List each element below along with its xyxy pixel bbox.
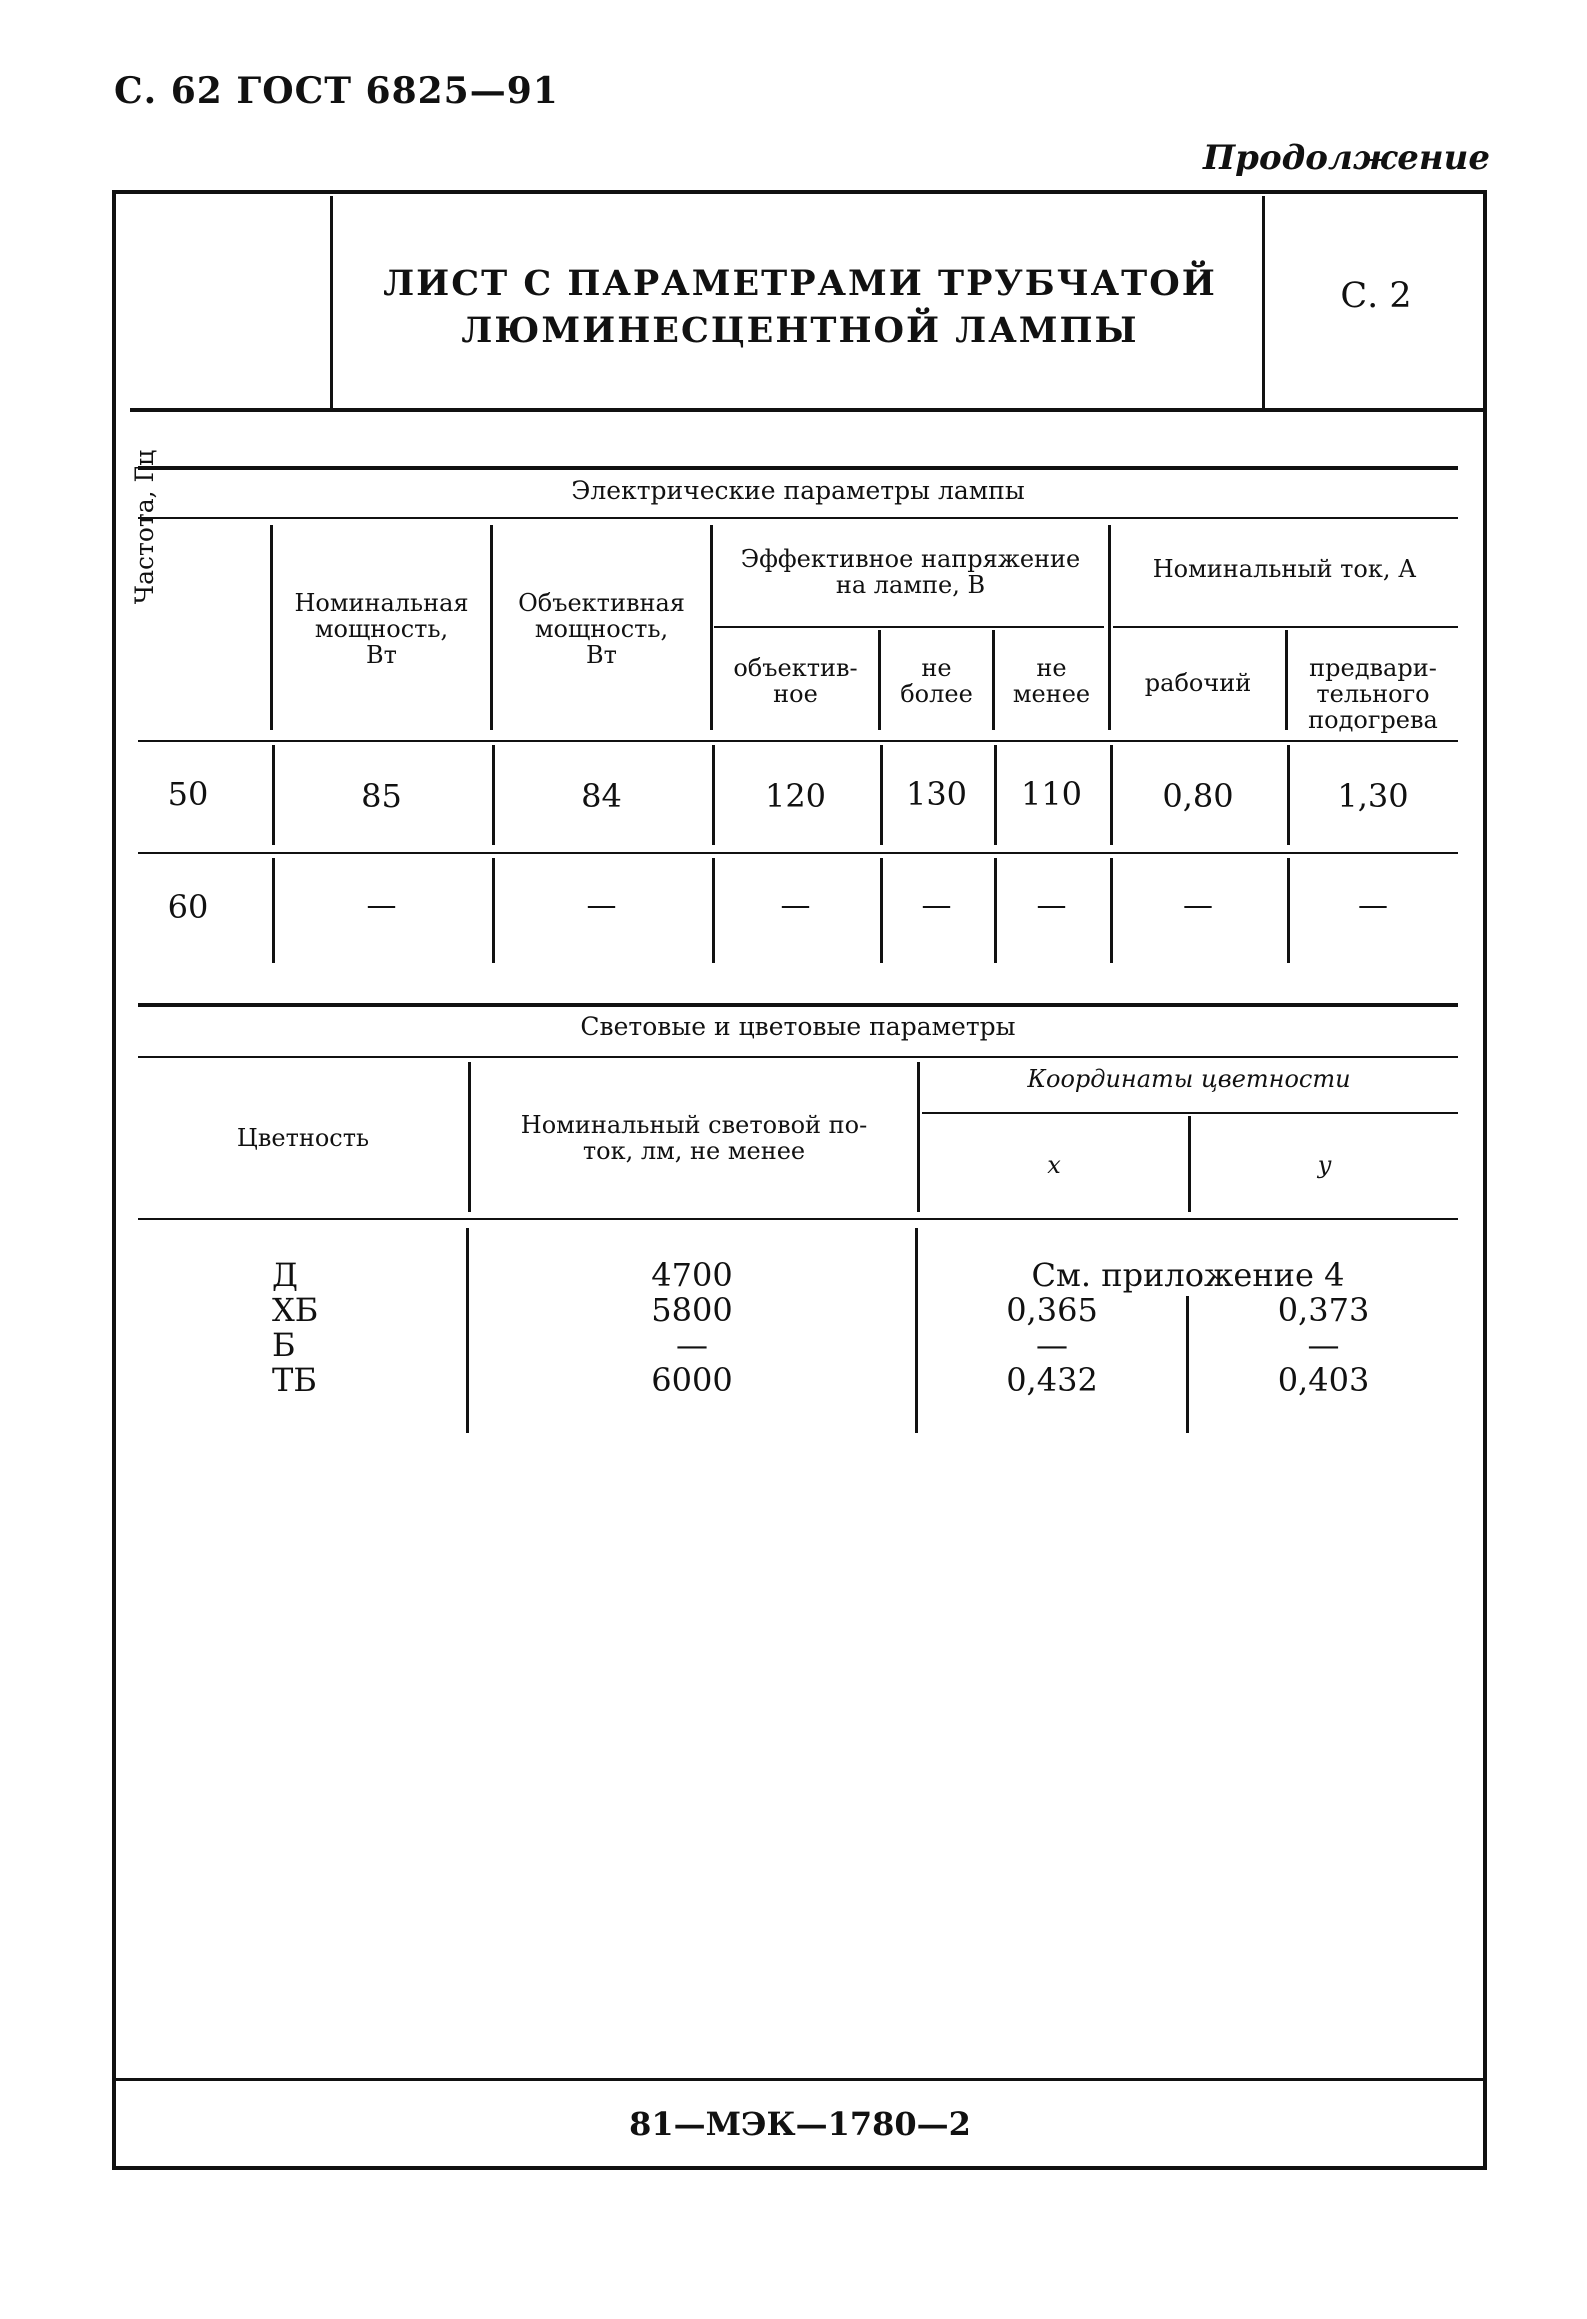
table-cell: 110 <box>1020 775 1083 813</box>
v-max-header <box>881 655 992 707</box>
i-preheat-header-l2: тельного <box>1316 680 1430 708</box>
frame-left <box>112 190 116 2170</box>
i-preheat-header-l1: предвари- <box>1309 654 1437 682</box>
table-cell: 85 <box>361 777 402 815</box>
title-bottom-line <box>130 408 1487 412</box>
table-cell: 50 <box>167 775 209 813</box>
table-cell: — <box>586 888 617 923</box>
voltage-header-l1: Эффективное напряжение <box>740 545 1081 573</box>
v-objective-header-l1: объектив- <box>733 654 858 682</box>
table-cell: — <box>1036 888 1067 923</box>
list-item: — <box>1307 1326 1340 1364</box>
coords-header: Координаты цветности <box>1027 1065 1351 1093</box>
flux-list <box>469 1258 915 1398</box>
x-list <box>918 1293 1186 1398</box>
table-cell: 84 <box>581 777 622 815</box>
frame-top <box>112 190 1487 194</box>
page-header: С. 62 ГОСТ 6825—91 <box>114 70 559 112</box>
table-cell: — <box>1358 888 1388 923</box>
sheet-number: С. 2 <box>1340 276 1412 316</box>
i-preheat-header-l3: подогрева <box>1308 706 1438 734</box>
flux-header-l2: ток, лм, не менее <box>582 1137 806 1165</box>
light-title-line <box>138 1056 1458 1058</box>
flux-header <box>471 1112 917 1164</box>
light-section-title: Световые и цветовые параметры <box>580 1012 1016 1041</box>
table-cell: — <box>780 888 811 923</box>
y-header: y <box>1317 1151 1332 1179</box>
v-max-header-l2: более <box>900 680 973 708</box>
objective-power-header <box>493 590 710 668</box>
footer-code: 81—МЭК—1780—2 <box>629 2105 971 2143</box>
i-preheat-header <box>1288 655 1458 733</box>
elec-section-title: Электрические параметры лампы <box>571 476 1025 505</box>
i-work-header: рабочий <box>1144 669 1252 697</box>
coords-sub-line <box>922 1112 1458 1114</box>
coords-note: См. приложение 4 <box>1031 1256 1345 1294</box>
elec-header-bottom <box>138 740 1458 742</box>
current-header: Номинальный ток, А <box>1152 555 1417 583</box>
list-item: ТБ <box>272 1361 317 1399</box>
voltage-sub-line <box>714 626 1104 628</box>
list-item: 6000 <box>651 1361 733 1399</box>
title-divider-left <box>330 196 333 410</box>
table-cell: 120 <box>764 777 827 815</box>
objective-power-header-l2: мощность, <box>534 615 669 643</box>
list-item: Д <box>272 1256 299 1294</box>
frame-right <box>1483 190 1487 2170</box>
voltage-header <box>713 546 1108 598</box>
elec-row-divider <box>138 852 1458 854</box>
table-cell: — <box>366 888 397 923</box>
v-objective-header <box>713 655 878 707</box>
current-sub-line <box>1113 626 1458 628</box>
list-item: 0,373 <box>1277 1291 1370 1329</box>
table-cell: 0,80 <box>1162 777 1234 815</box>
table-cell: — <box>1183 888 1213 923</box>
list-item: 5800 <box>651 1291 733 1329</box>
list-item: 0,365 <box>1006 1291 1098 1329</box>
frame-bottom <box>112 2166 1487 2170</box>
list-item: ХБ <box>272 1291 319 1329</box>
color-header: Цветность <box>236 1124 370 1152</box>
list-item: 0,403 <box>1277 1361 1370 1399</box>
v-min-header-l1: не <box>1036 654 1067 682</box>
list-item: — <box>1036 1326 1068 1364</box>
v-objective-header-l2: ное <box>773 680 818 708</box>
sheet-title-line2: ЛЮМИНЕСЦЕНТНОЙ ЛАМПЫ <box>461 310 1139 351</box>
v-min-header <box>995 655 1108 707</box>
color-list <box>272 1258 332 1398</box>
footer-line <box>112 2078 1487 2081</box>
light-top-line <box>138 1003 1458 1007</box>
list-item: 0,432 <box>1006 1361 1098 1399</box>
table-cell: 60 <box>167 888 209 926</box>
elec-top-line <box>138 466 1458 470</box>
table-cell: — <box>921 888 952 923</box>
voltage-header-l2: на лампе, В <box>835 571 986 599</box>
nominal-power-header-l1: Номинальная <box>294 589 469 617</box>
v-max-header-l1: не <box>921 654 952 682</box>
sheet-title-line1: ЛИСТ С ПАРАМЕТРАМИ ТРУБЧАТОЙ <box>383 263 1217 304</box>
nominal-power-header-l3: Вт <box>366 641 397 669</box>
table-cell: 1,30 <box>1337 777 1409 815</box>
list-item: Б <box>272 1326 296 1364</box>
v-min-header-l2: менее <box>1012 680 1091 708</box>
continuation-label: Продолжение <box>1203 138 1490 178</box>
y-list <box>1189 1293 1458 1398</box>
elec-title-line <box>138 517 1458 519</box>
x-header: x <box>1047 1151 1061 1179</box>
nominal-power-header-l2: мощность, <box>314 615 449 643</box>
sheet-title <box>335 260 1265 354</box>
objective-power-header-l3: Вт <box>586 641 617 669</box>
objective-power-header-l1: Объективная <box>518 589 685 617</box>
table-cell: 130 <box>905 775 968 813</box>
light-header-bottom <box>138 1218 1458 1220</box>
frequency-header: Частота, Гц <box>130 449 159 605</box>
nominal-power-header <box>273 590 490 668</box>
flux-header-l1: Номинальный световой по- <box>520 1111 868 1139</box>
list-item: — <box>676 1326 708 1364</box>
list-item: 4700 <box>651 1256 733 1294</box>
